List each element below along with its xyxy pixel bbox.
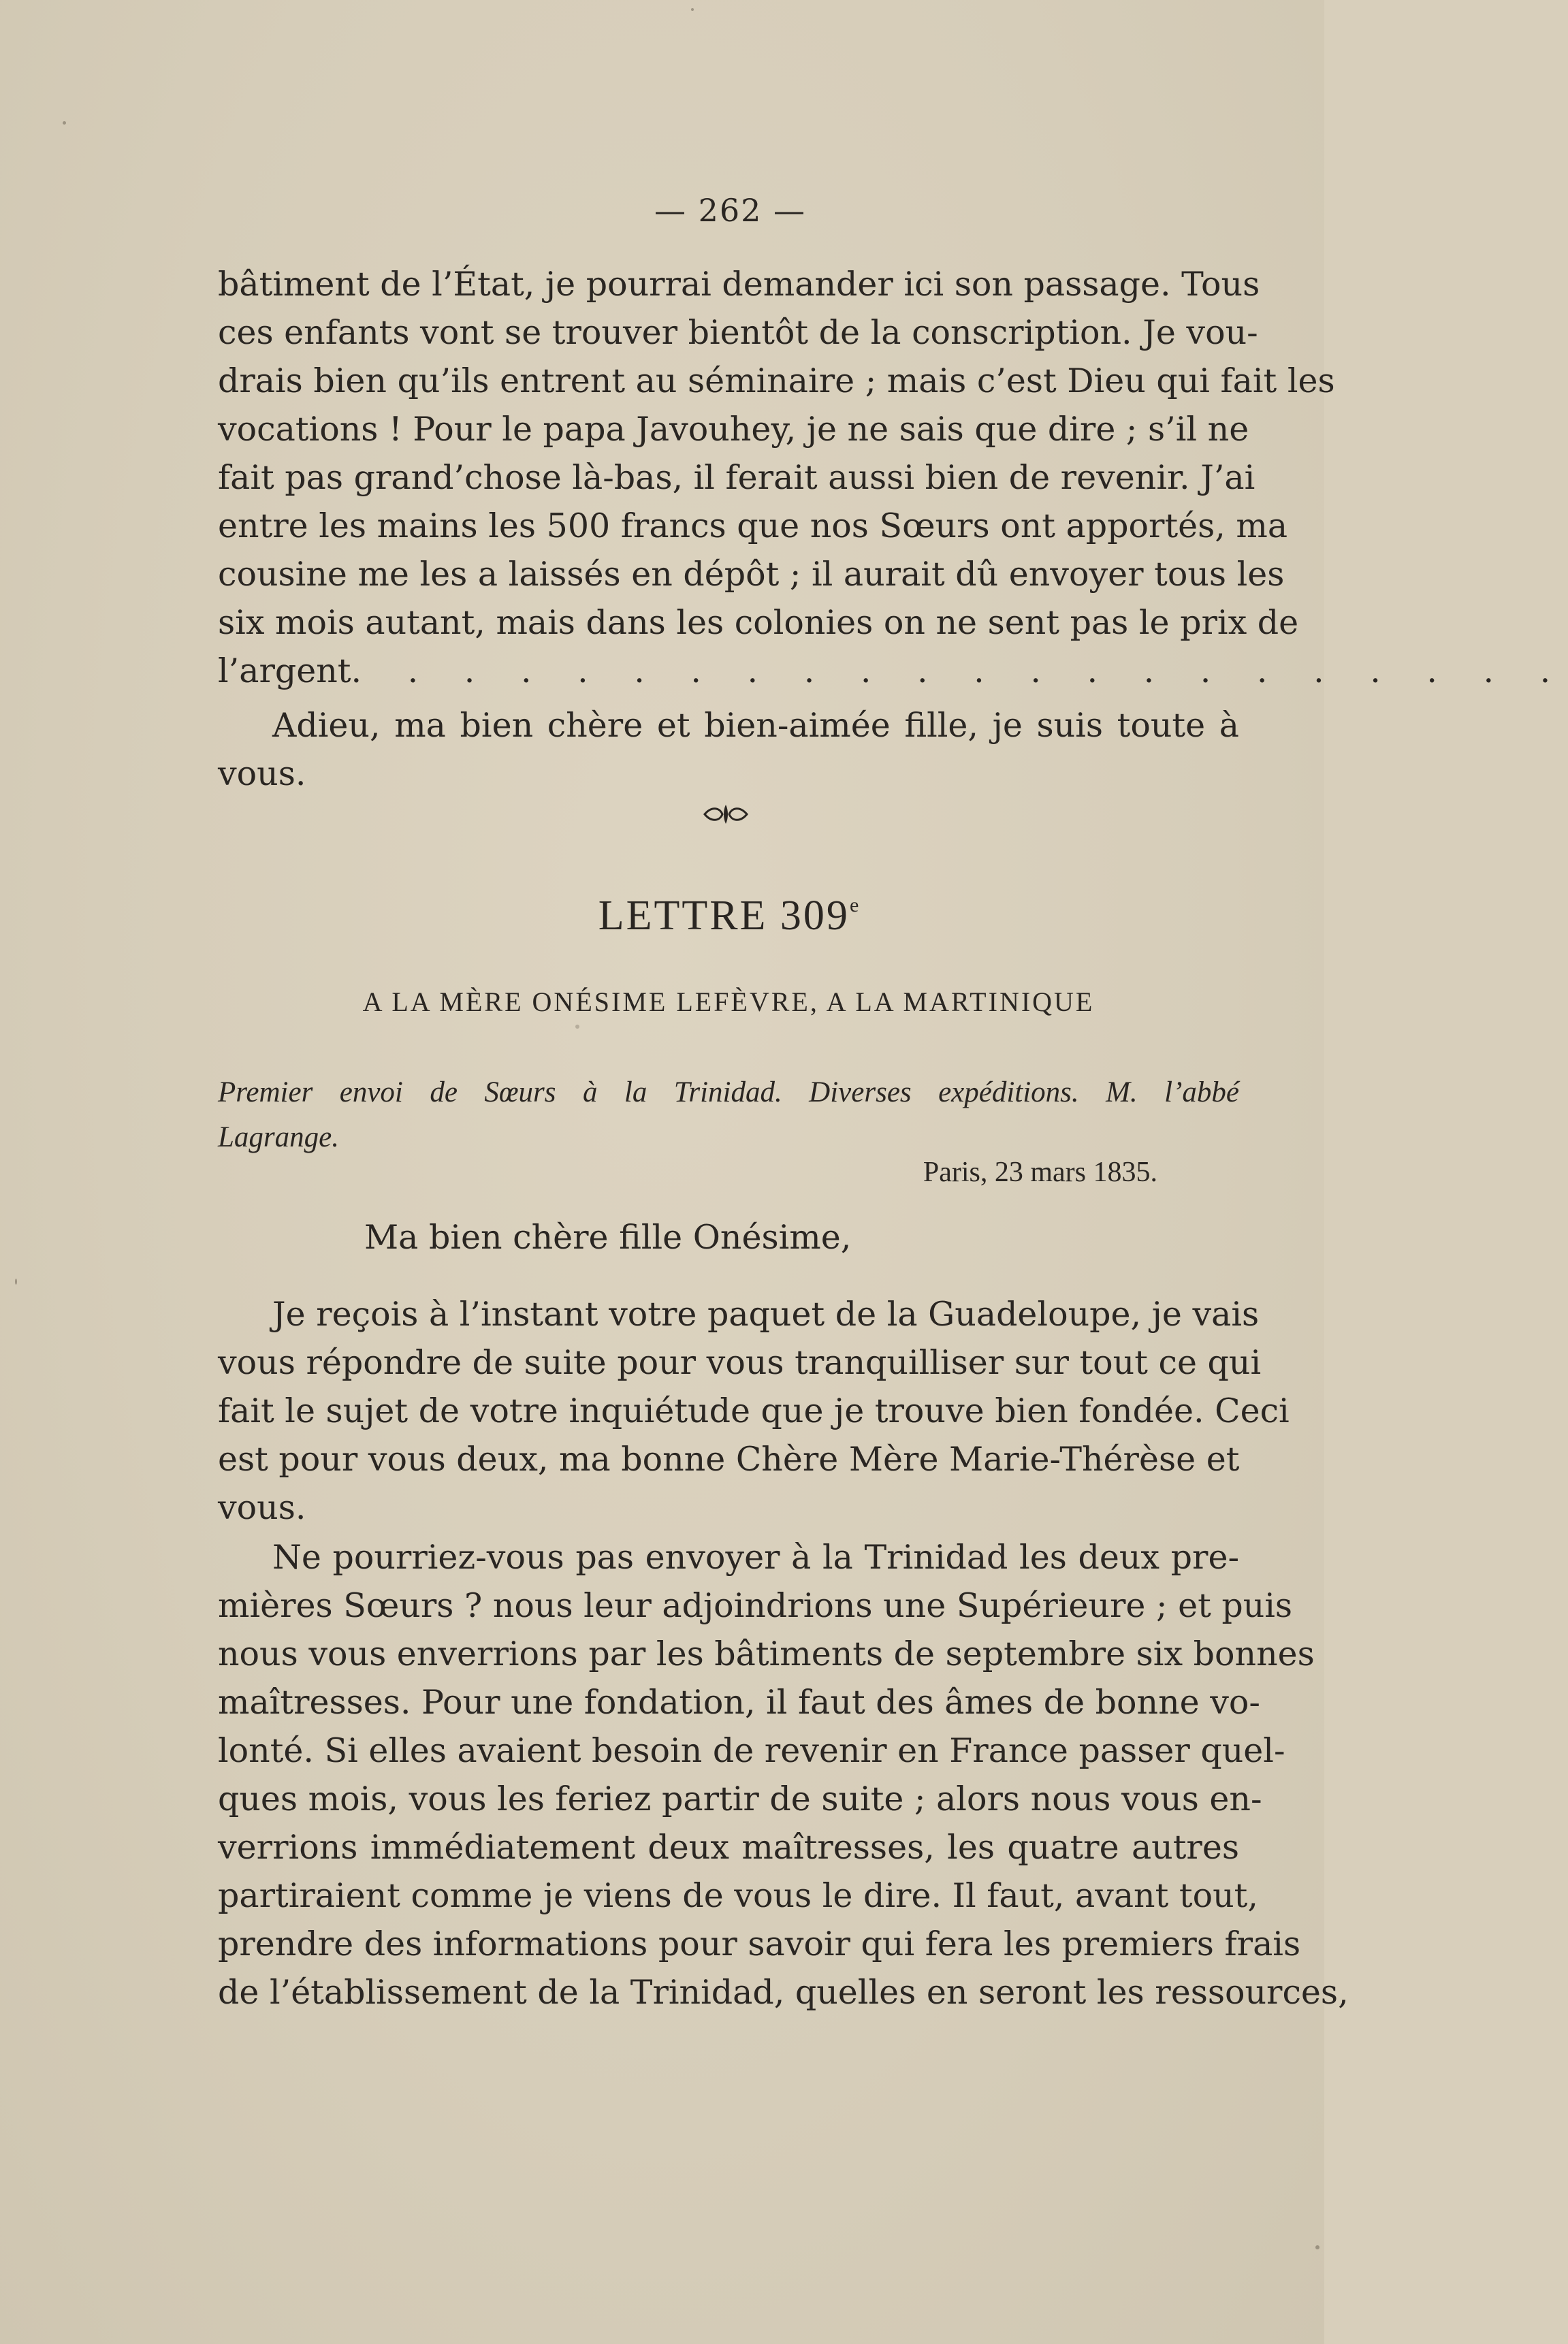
paragraph-line: mières Sœurs ? nous leur adjoindrions une Supérieure ; et puis — [218, 1586, 1293, 1625]
letter-dateline: Paris, 23 mars 1835. — [923, 1157, 1157, 1188]
paragraph-line: verrions immédiatement deux maîtresses, les quatre autres — [218, 1828, 1239, 1867]
paragraph-line: prendre des informations pour savoir qui fera les premiers frais — [218, 1925, 1301, 1963]
paragraph-line: vous. — [218, 1488, 306, 1527]
letter-title — [218, 892, 1239, 940]
letter-recipient: A LA MÈRE ONÉSIME LEFÈVRE, A LA MARTINIQUE — [362, 986, 1095, 1017]
closing-line-end: vous. — [218, 754, 306, 793]
text-line: bâtiment de l’État, je pourrai demander ici son passage. Tous — [218, 265, 1260, 304]
text-line: fait pas grand’chose là-bas, il ferait aussi bien de revenir. J’ai — [218, 458, 1255, 497]
paper-speck — [691, 8, 694, 11]
text-line: ces enfants vont se trouver bientôt de la conscription. Je vou- — [218, 313, 1258, 352]
paragraph-line: ques mois, vous les feriez partir de suite ; alors nous vous en- — [218, 1780, 1262, 1818]
paragraph-line: de l’établissement de la Trinidad, quelles en seront les ressources, — [218, 1973, 1349, 2012]
ellipsis-dots: . . . . . . . . . . . . . . . . . . . . . . — [351, 652, 1568, 690]
text-line: vocations ! Pour le papa Javouhey, je ne sais que dire ; s’il ne — [218, 410, 1249, 449]
text-line: six mois autant, mais dans les colonies on ne sent pas le prix de — [218, 603, 1299, 642]
paragraph-line: est pour vous deux, ma bonne Chère Mère Marie-Thérèse et — [218, 1440, 1240, 1479]
paper-speck — [63, 121, 66, 125]
paper-speck — [1315, 2245, 1319, 2249]
paragraph-line: vous répondre de suite pour vous tranquilliser sur tout ce qui — [218, 1343, 1262, 1382]
letter-title-superscript: e — [849, 894, 859, 916]
text-line: entre les mains les 500 francs que nos Sœurs ont apportés, ma — [218, 507, 1288, 545]
paper-speck — [575, 1025, 579, 1029]
text-line: cousine me les a laissés en dépôt ; il aurait dû envoyer tous les — [218, 555, 1285, 594]
letter-summary: Premier envoi de Sœurs à la Trinidad. Diverses expéditions. M. l’abbé — [218, 1076, 1239, 1108]
paragraph-line: fait le sujet de votre inquiétude que je trouve bien fondée. Ceci — [218, 1392, 1290, 1430]
fleuron-ornament-icon — [702, 801, 750, 828]
argent-word: l’argent — [218, 652, 351, 690]
paragraph-line: Ne pourriez-vous pas envoyer à la Trinidad les deux pre- — [272, 1538, 1239, 1577]
letter-salutation: Ma bien chère fille Onésime, — [364, 1218, 852, 1257]
letter-summary-end: Lagrange. — [218, 1121, 339, 1153]
paragraph-line: partiraient comme je viens de vous le dire. Il faut, avant tout, — [218, 1876, 1258, 1915]
paragraph-line: lonté. Si elles avaient besoin de revenir en France passer quel- — [218, 1731, 1285, 1770]
text-line-argent — [218, 647, 1568, 696]
closing-line: Adieu, ma bien chère et bien-aimée fille, je suis toute à — [272, 706, 1239, 745]
paragraph-line: maîtresses. Pour une fondation, il faut des âmes de bonne vo- — [218, 1683, 1260, 1722]
paragraph-line: nous vous enverrions par les bâtiments de septembre six bonnes — [218, 1635, 1315, 1673]
letter-title-text: LETTRE 309 — [598, 893, 850, 939]
text-line: drais bien qu’ils entrent au séminaire ; mais c’est Dieu qui fait les — [218, 362, 1335, 400]
paragraph-line: Je reçois à l’instant votre paquet de la Guadeloupe, je vais — [272, 1295, 1260, 1334]
page-number: — 262 — — [654, 192, 807, 229]
paper-speck — [15, 1279, 17, 1285]
